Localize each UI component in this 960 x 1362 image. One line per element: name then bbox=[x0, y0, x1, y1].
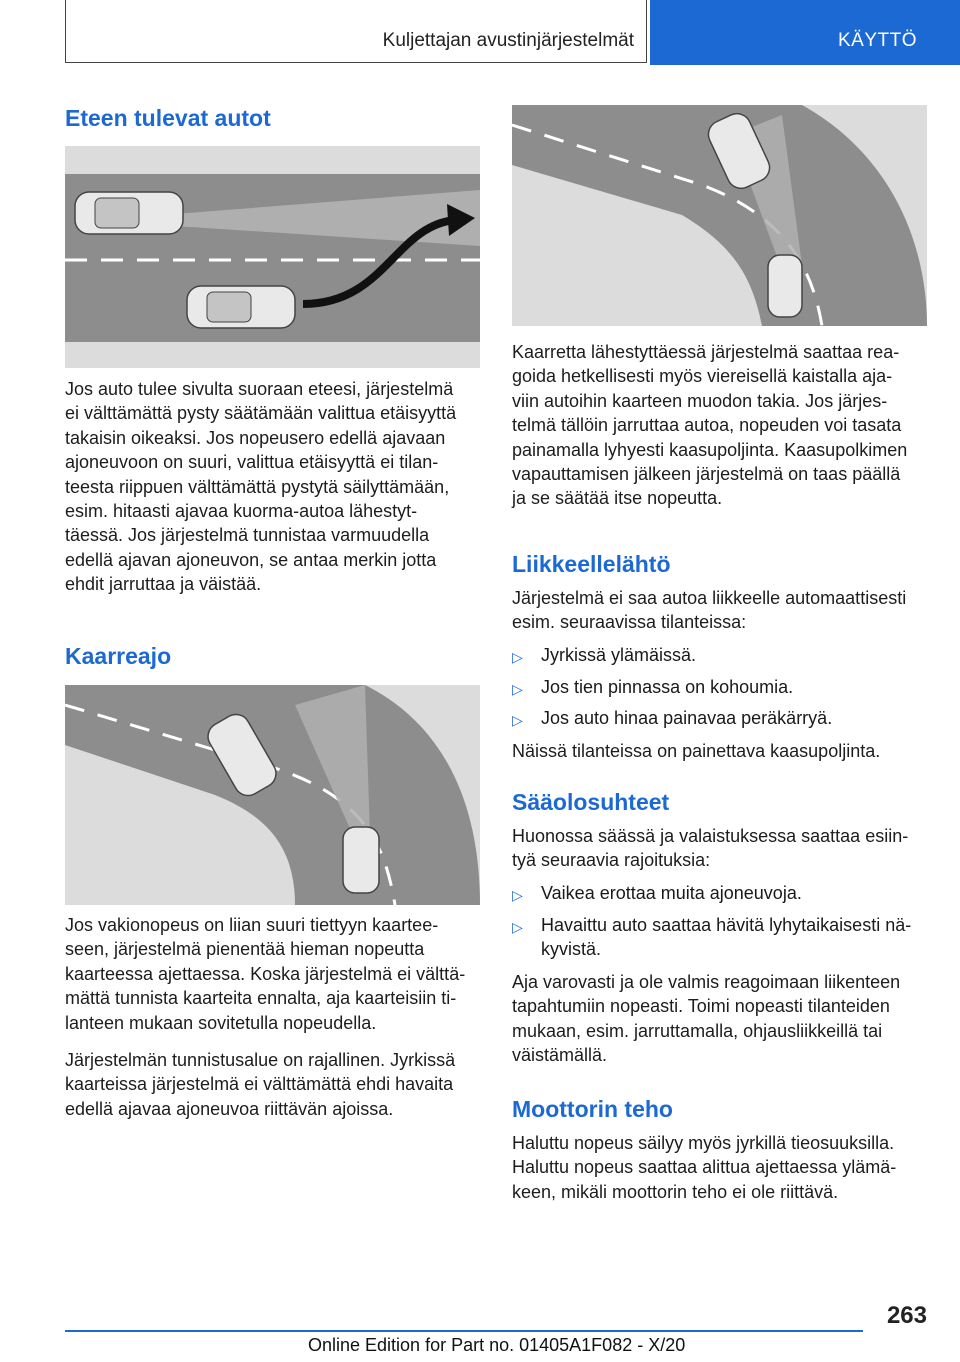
paragraph-left-2: Jos vakionopeus on liian suuri tiettyyn kaartee‐ seen, järjestelmä pienentää hieman nopeutta kaarteessa ajettaessa. Koska järjestelmä ei välttä‐ mättä tunnista kaarteita ennalta, aja kaarteisiin ti‐ lanteen mukaan sovitetulla nopeudella. bbox=[65, 915, 466, 1033]
paragraph-left-1: Jos auto tulee sivulta suoraan eteesi, järjestelmä ei välttämättä pysty säätämään valittua etäisyyttä takaisin oikeaksi. Jos nopeusero edellä ajavaan ajoneuvoon on suuri, valittua etäisyyttä ei tilan‐ teesta riippuen välttämättä pystytä säilyttämään, esim. hitaasti ajavaa kuorma-autoa lähestyt‐ täessä. Jos järjestelmä tunnistaa varmuudella edellä ajavan ajoneuvon, se antaa merkin jotta ehdit jarruttaa ja väistää. bbox=[65, 379, 457, 595]
bullet-triangle-icon: ▷ bbox=[512, 681, 523, 697]
paragraph-right-2: Järjestelmä ei saa autoa liikkeelle automaattisesti esim. seuraavissa tilanteissa: bbox=[512, 588, 907, 633]
figure-vehicle-cutting-in bbox=[65, 146, 480, 368]
bullet-triangle-icon: ▷ bbox=[512, 887, 523, 903]
paragraph-right-5: Aja varovasti ja ole valmis reagoimaan liikenteen tapahtumiin nopeasti. Toimi nopeasti tilanteiden mukaan, esim. jarruttamalla, ohjausliikkeillä tai väistämällä. bbox=[512, 972, 901, 1066]
chapter-tab-label: KÄYTTÖ bbox=[838, 30, 918, 51]
paragraph-right-4: Huonossa säässä ja valaistuksessa saattaa esiin‐ tyä seuraavia rajoituksia: bbox=[512, 826, 909, 871]
heading-liikkeellelahto: Liikkeellelähtö bbox=[512, 551, 671, 577]
car-ego-icon bbox=[187, 286, 295, 328]
heading-moottorin-teho: Moottorin teho bbox=[512, 1096, 673, 1122]
car-front-icon bbox=[768, 255, 802, 317]
car-front-icon bbox=[343, 827, 379, 893]
footer-edition: Online Edition for Part no. 01405A1F082 - X/20 bbox=[308, 1335, 686, 1355]
heading-saaolosuhteet: Sääolosuhteet bbox=[512, 789, 670, 815]
section-title: Kuljettajan avustinjärjestelmät bbox=[382, 30, 634, 51]
header-box bbox=[65, 0, 647, 63]
footer-rule bbox=[65, 1330, 863, 1332]
paragraph-right-3: Näissä tilanteissa on painettava kaasupoljinta. bbox=[512, 741, 881, 761]
figure-curve-driving bbox=[65, 685, 480, 905]
heading-eteen-tulevat-autot: Eteen tulevat autot bbox=[65, 105, 271, 131]
chapter-tab[interactable] bbox=[650, 0, 960, 65]
paragraph-left-3: Järjestelmän tunnistusalue on rajallinen. Jyrkissä kaarteissa järjestelmä ei välttämättä ehdi havaita edellä ajavaa ajoneuvoa riittävän ajoissa. bbox=[65, 1050, 456, 1119]
paragraph-right-1: Kaarretta lähestyttäessä järjestelmä saattaa rea‐ goida hetkellisesti myös viereisellä kaistalla aja‐ viin autoihin kaarteen muodon takia. Jos järjes‐ telmä tällöin jarruttaa autoa, nopeuden voi tasata painamalla lyhyesti kaasupoljinta. Kaasupolkimen vapauttamisen jälkeen järjestelmä on taas päällä ja se säätää itse nopeutta. bbox=[512, 342, 908, 509]
car-front-icon bbox=[75, 192, 183, 234]
figure-curve-adjacent-lane bbox=[512, 105, 927, 326]
bullet-triangle-icon: ▷ bbox=[512, 649, 523, 665]
bullet-triangle-icon: ▷ bbox=[512, 712, 523, 728]
page-number: 263 bbox=[886, 1302, 927, 1329]
bullet-triangle-icon: ▷ bbox=[512, 919, 523, 935]
paragraph-right-6: Haluttu nopeus säilyy myös jyrkillä tieosuuksilla. Haluttu nopeus saattaa alittua ajettaessa ylämä‐ keen, mikäli moottorin teho ei ole riittävä. bbox=[512, 1133, 897, 1202]
heading-kaarreajo: Kaarreajo bbox=[65, 643, 172, 669]
